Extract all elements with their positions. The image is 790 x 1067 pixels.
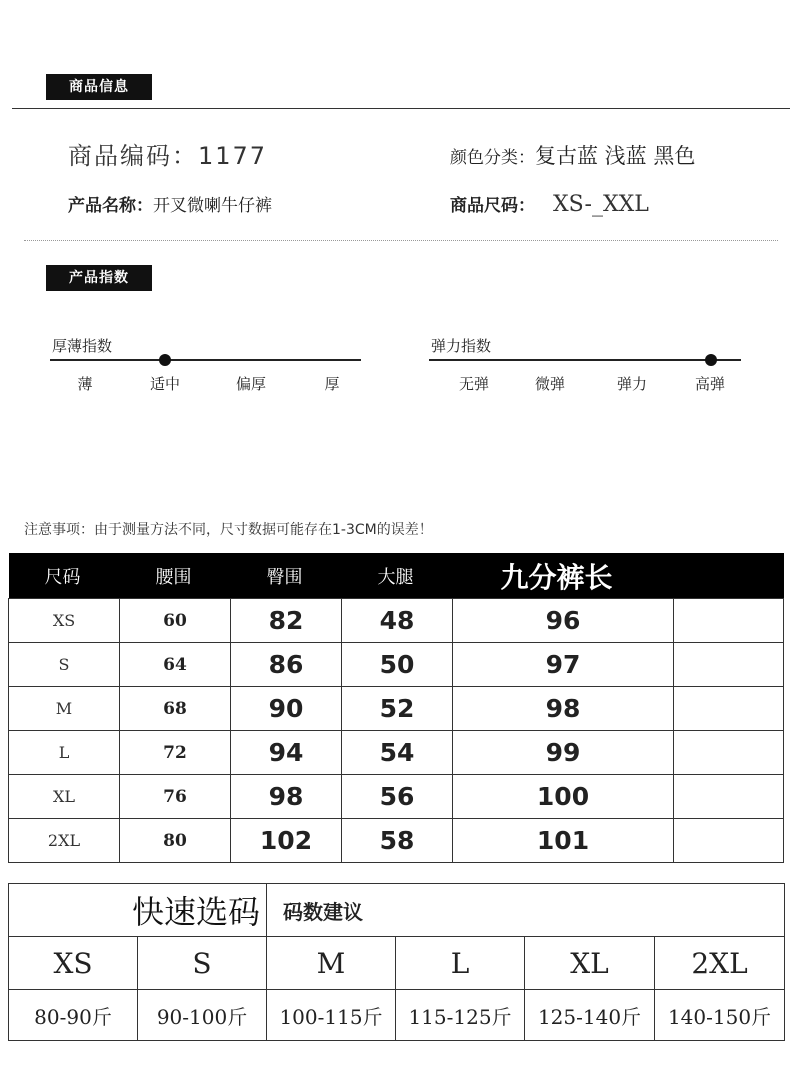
cell-hip: 86: [231, 643, 342, 687]
cell-empty: [674, 775, 784, 819]
product-size-row: [450, 191, 649, 217]
color-row: [450, 140, 695, 170]
header-thigh: 大腿: [342, 553, 453, 599]
thickness-selected-dot: [159, 354, 171, 366]
elasticity-scale-line: [429, 359, 741, 361]
cell-length: 101: [453, 819, 674, 863]
product-name-row: [68, 191, 272, 216]
table-row: [9, 643, 784, 687]
product-size-label: 商品尺码：: [450, 196, 535, 216]
thickness-tick: 偏厚: [235, 375, 266, 393]
thickness-tick: 厚: [324, 375, 340, 393]
cell-size: XS: [9, 599, 120, 643]
product-name-value: 开叉微喇牛仔裤: [153, 196, 272, 216]
cell-length: 98: [453, 687, 674, 731]
cell-hip: 90: [231, 687, 342, 731]
color-value: 复古蓝 浅蓝 黑色: [535, 144, 696, 168]
cell-waist: 64: [120, 643, 231, 687]
quick-size-cell: XS: [9, 937, 138, 990]
cell-thigh: 52: [342, 687, 453, 731]
quick-size-cell: XL: [525, 937, 655, 990]
cell-size: S: [9, 643, 120, 687]
elasticity-tick: 微弹: [534, 375, 565, 393]
section-divider: [12, 108, 790, 109]
cell-waist: 68: [120, 687, 231, 731]
product-index-badge: 产品指数: [46, 265, 152, 291]
quick-weight-cell: 140-150斤: [655, 990, 785, 1041]
quick-select-weight-row: [9, 990, 785, 1041]
cell-thigh: 50: [342, 643, 453, 687]
size-chart-table: [8, 553, 784, 863]
elasticity-selected-dot: [705, 354, 717, 366]
quick-size-cell: S: [138, 937, 267, 990]
quick-select-subtitle: 码数建议: [267, 884, 785, 937]
cell-waist: 76: [120, 775, 231, 819]
quick-select-title: 快速选码: [9, 884, 267, 937]
cell-waist: 60: [120, 599, 231, 643]
product-code-label: 商品编码：: [68, 142, 198, 170]
product-name-label: 产品名称：: [68, 196, 153, 216]
elasticity-tick: 无弹: [458, 375, 489, 393]
color-label: 颜色分类：: [450, 148, 535, 168]
table-row: [9, 687, 784, 731]
header-size: 尺码: [9, 553, 120, 599]
quick-weight-cell: 90-100斤: [138, 990, 267, 1041]
cell-size: XL: [9, 775, 120, 819]
thickness-scale-line: [50, 359, 361, 361]
cell-hip: 102: [231, 819, 342, 863]
cell-size: M: [9, 687, 120, 731]
product-code-value: 1177: [198, 142, 268, 170]
cell-empty: [674, 599, 784, 643]
cell-hip: 98: [231, 775, 342, 819]
cell-size: 2XL: [9, 819, 120, 863]
cell-empty: [674, 819, 784, 863]
product-info-badge: 商品信息: [46, 74, 152, 100]
quick-select-table: [8, 883, 785, 1041]
product-size-value: XS-_XXL: [553, 192, 649, 217]
table-row: [9, 819, 784, 863]
product-code-row: [68, 136, 267, 171]
cell-thigh: 56: [342, 775, 453, 819]
cell-empty: [674, 643, 784, 687]
cell-thigh: 54: [342, 731, 453, 775]
quick-select-title-row: [9, 884, 785, 937]
quick-weight-cell: 115-125斤: [396, 990, 525, 1041]
cell-length: 97: [453, 643, 674, 687]
elasticity-index-title: 弹力指数: [431, 337, 492, 355]
cell-length: 96: [453, 599, 674, 643]
cell-hip: 94: [231, 731, 342, 775]
quick-select-size-row: [9, 937, 785, 990]
cell-length: 99: [453, 731, 674, 775]
cell-thigh: 48: [342, 599, 453, 643]
size-chart-header: [9, 553, 784, 599]
cell-size: L: [9, 731, 120, 775]
table-row: [9, 599, 784, 643]
elasticity-tick: 高弹: [694, 375, 725, 393]
thickness-tick: 薄: [77, 375, 93, 393]
table-row: [9, 731, 784, 775]
cell-empty: [674, 731, 784, 775]
quick-weight-cell: 80-90斤: [9, 990, 138, 1041]
elasticity-tick: 弹力: [616, 375, 647, 393]
cell-empty: [674, 687, 784, 731]
dotted-divider: [24, 240, 778, 241]
header-empty: [674, 553, 784, 599]
quick-weight-cell: 100-115斤: [267, 990, 396, 1041]
quick-weight-cell: 125-140斤: [525, 990, 655, 1041]
measurement-note: 注意事项：由于测量方法不同，尺寸数据可能存在1-3CM的误差！: [24, 522, 433, 538]
cell-thigh: 58: [342, 819, 453, 863]
thickness-index-title: 厚薄指数: [52, 337, 113, 355]
quick-size-cell: 2XL: [655, 937, 785, 990]
quick-size-cell: M: [267, 937, 396, 990]
table-row: [9, 775, 784, 819]
header-length: 九分裤长: [453, 553, 674, 599]
thickness-tick: 适中: [149, 375, 180, 393]
header-hip: 臀围: [231, 553, 342, 599]
quick-size-cell: L: [396, 937, 525, 990]
cell-hip: 82: [231, 599, 342, 643]
cell-waist: 80: [120, 819, 231, 863]
header-waist: 腰围: [120, 553, 231, 599]
cell-length: 100: [453, 775, 674, 819]
cell-waist: 72: [120, 731, 231, 775]
